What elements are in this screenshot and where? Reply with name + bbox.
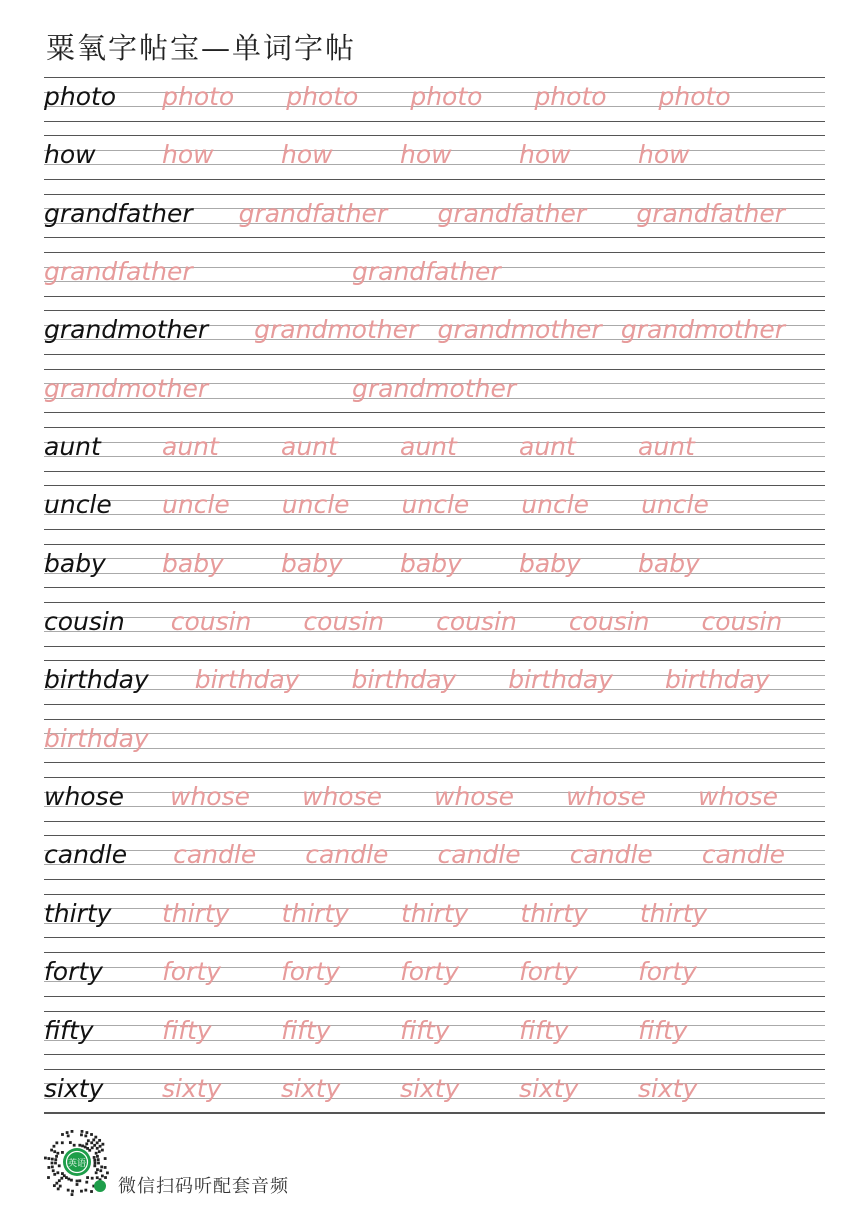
practice-row [44, 894, 825, 952]
rule-line [44, 529, 825, 530]
trace-word: forty [638, 957, 697, 987]
model-word: baby [44, 548, 106, 578]
model-word: uncle [44, 490, 112, 520]
practice-row [44, 602, 825, 660]
trace-word: grandmother [352, 373, 517, 403]
rule-line [44, 602, 825, 603]
trace-word: aunt [281, 432, 338, 462]
practice-row [44, 427, 825, 485]
rule-line [44, 704, 825, 705]
trace-word: birthday [508, 665, 613, 695]
qr-code-icon[interactable] [42, 1128, 112, 1198]
practice-row [44, 719, 825, 777]
trace-word: aunt [519, 432, 576, 462]
trace-word: thirty [400, 898, 469, 928]
word-line [44, 257, 825, 287]
practice-row [44, 835, 825, 893]
rule-line [44, 879, 825, 880]
trace-word: uncle [281, 490, 350, 520]
footer-caption: 微信扫码听配套音频 [118, 1176, 289, 1197]
trace-word: candle [305, 840, 389, 870]
trace-word: photo [410, 82, 483, 111]
rule-line [44, 996, 825, 997]
model-word: grandfather [44, 198, 193, 228]
trace-word: whose [170, 782, 250, 812]
rule-line [44, 310, 825, 311]
word-line [44, 82, 825, 112]
trace-word: grandfather [238, 198, 388, 228]
rule-line [44, 354, 825, 355]
worksheet-rows [44, 77, 825, 1127]
trace-word: uncle [162, 490, 230, 520]
trace-word: photo [286, 82, 359, 111]
trace-word: whose [434, 782, 514, 812]
rule-line [44, 252, 825, 253]
trace-word: birthday [44, 723, 149, 753]
word-line [44, 1074, 825, 1104]
trace-word: fifty [519, 1015, 569, 1045]
trace-word: grandmother [44, 373, 209, 403]
rule-line [44, 121, 825, 122]
practice-row [44, 1011, 825, 1069]
trace-word: grandfather [437, 198, 587, 228]
trace-word: uncle [521, 490, 590, 520]
trace-word: whose [698, 782, 778, 812]
rule-line [44, 1054, 825, 1055]
practice-row [44, 194, 825, 252]
model-word: photo [44, 82, 117, 111]
trace-word: baby [638, 548, 700, 578]
trace-word: forty [519, 957, 578, 987]
trace-word: sixty [638, 1073, 698, 1103]
trace-word: grandfather [636, 198, 785, 228]
trace-word: birthday [351, 665, 457, 695]
word-line [44, 199, 825, 229]
word-line [44, 549, 825, 579]
practice-row [44, 135, 825, 193]
practice-row [44, 310, 825, 368]
rule-line [44, 1011, 825, 1012]
trace-word: sixty [162, 1073, 222, 1103]
word-line [44, 840, 825, 870]
trace-word: photo [658, 82, 731, 111]
trace-word: candle [569, 840, 653, 870]
rule-line [44, 937, 825, 938]
trace-word: forty [281, 957, 340, 987]
trace-word: grandmother [620, 315, 785, 345]
rule-line [44, 719, 825, 720]
model-word: candle [44, 840, 128, 870]
trace-word: aunt [400, 432, 457, 462]
trace-word: cousin [568, 607, 650, 637]
rule-line [44, 762, 825, 763]
trace-word: baby [281, 548, 343, 578]
trace-word: how [162, 140, 214, 170]
practice-row [44, 77, 825, 135]
practice-row [44, 660, 825, 718]
trace-word: how [281, 140, 333, 170]
trace-word: grandfather [44, 257, 193, 287]
rule-line-bottom [44, 1113, 825, 1114]
trace-word: fifty [400, 1015, 450, 1045]
trace-word: candle [173, 840, 257, 870]
practice-row [44, 544, 825, 602]
model-word: thirty [44, 898, 112, 928]
rule-line [44, 194, 825, 195]
trace-word: baby [519, 548, 581, 578]
trace-word: candle [437, 840, 521, 870]
trace-word: sixty [400, 1073, 460, 1103]
trace-word: grandmother [254, 315, 419, 345]
trace-word: sixty [281, 1073, 341, 1103]
trace-word: aunt [162, 432, 219, 462]
trace-word: fifty [638, 1015, 688, 1045]
rule-line [44, 894, 825, 895]
rule-line [44, 369, 825, 370]
practice-row [44, 952, 825, 1010]
word-line [44, 1016, 825, 1046]
rule-line [44, 296, 825, 297]
trace-word: sixty [519, 1073, 579, 1103]
model-word: birthday [44, 665, 149, 695]
trace-word: photo [162, 82, 235, 111]
model-word: grandmother [44, 315, 209, 345]
trace-word: cousin [436, 607, 517, 637]
rule-line [44, 952, 825, 953]
model-word: aunt [44, 432, 101, 462]
trace-word: candle [701, 840, 785, 870]
model-word: forty [44, 957, 103, 987]
trace-word: forty [162, 957, 221, 987]
word-line [44, 140, 825, 170]
practice-row [44, 252, 825, 310]
trace-word: cousin [701, 607, 783, 637]
trace-word: baby [400, 548, 462, 578]
rule-line [44, 821, 825, 822]
trace-word: whose [566, 782, 646, 812]
word-line [44, 782, 825, 812]
trace-word: aunt [638, 432, 695, 462]
trace-word: fifty [281, 1015, 331, 1045]
rule-line [44, 835, 825, 836]
trace-word: how [638, 140, 690, 170]
word-line [44, 607, 825, 637]
rule-line [44, 660, 825, 661]
trace-word: uncle [641, 490, 709, 520]
rule-line [44, 77, 825, 78]
model-word: cousin [44, 607, 125, 637]
footer [42, 1128, 442, 1198]
rule-line [44, 412, 825, 413]
rule-line [44, 471, 825, 472]
practice-row [44, 1069, 825, 1127]
trace-word: thirty [639, 898, 708, 928]
rule-line [44, 587, 825, 588]
word-line [44, 374, 825, 404]
rule-line [44, 777, 825, 778]
word-line [44, 315, 825, 345]
model-word: whose [44, 782, 124, 812]
word-line [44, 724, 825, 754]
trace-word: photo [534, 82, 607, 111]
badge-label: 英语 [67, 1159, 87, 1169]
trace-word: birthday [664, 665, 770, 695]
model-word: sixty [44, 1073, 104, 1103]
trace-word: uncle [401, 490, 470, 520]
practice-row [44, 777, 825, 835]
trace-word: grandmother [437, 315, 602, 345]
page-title: 粟氧字帖宝—单词字帖 [46, 31, 357, 65]
word-line [44, 665, 825, 695]
trace-word: birthday [194, 665, 300, 695]
trace-word: thirty [520, 898, 588, 928]
trace-word: thirty [162, 898, 230, 928]
practice-row [44, 485, 825, 543]
trace-word: how [519, 140, 571, 170]
rule-line [44, 1069, 825, 1070]
trace-word: how [400, 140, 452, 170]
word-line [44, 957, 825, 987]
rule-line [44, 427, 825, 428]
trace-word: grandfather [352, 257, 501, 287]
rule-line [44, 237, 825, 238]
rule-line [44, 179, 825, 180]
practice-row [44, 369, 825, 427]
word-line [44, 490, 825, 520]
word-line [44, 899, 825, 929]
trace-word: fifty [162, 1015, 212, 1045]
rule-line [44, 135, 825, 136]
trace-word: whose [302, 782, 382, 812]
word-line [44, 432, 825, 462]
rule-line [44, 544, 825, 545]
trace-word: baby [162, 548, 224, 578]
trace-word: thirty [281, 898, 349, 928]
trace-word: forty [400, 957, 459, 987]
trace-word: cousin [303, 607, 385, 637]
rule-line [44, 646, 825, 647]
trace-word: cousin [170, 607, 252, 637]
model-word: how [44, 140, 96, 170]
rule-line [44, 485, 825, 486]
model-word: fifty [44, 1015, 94, 1045]
